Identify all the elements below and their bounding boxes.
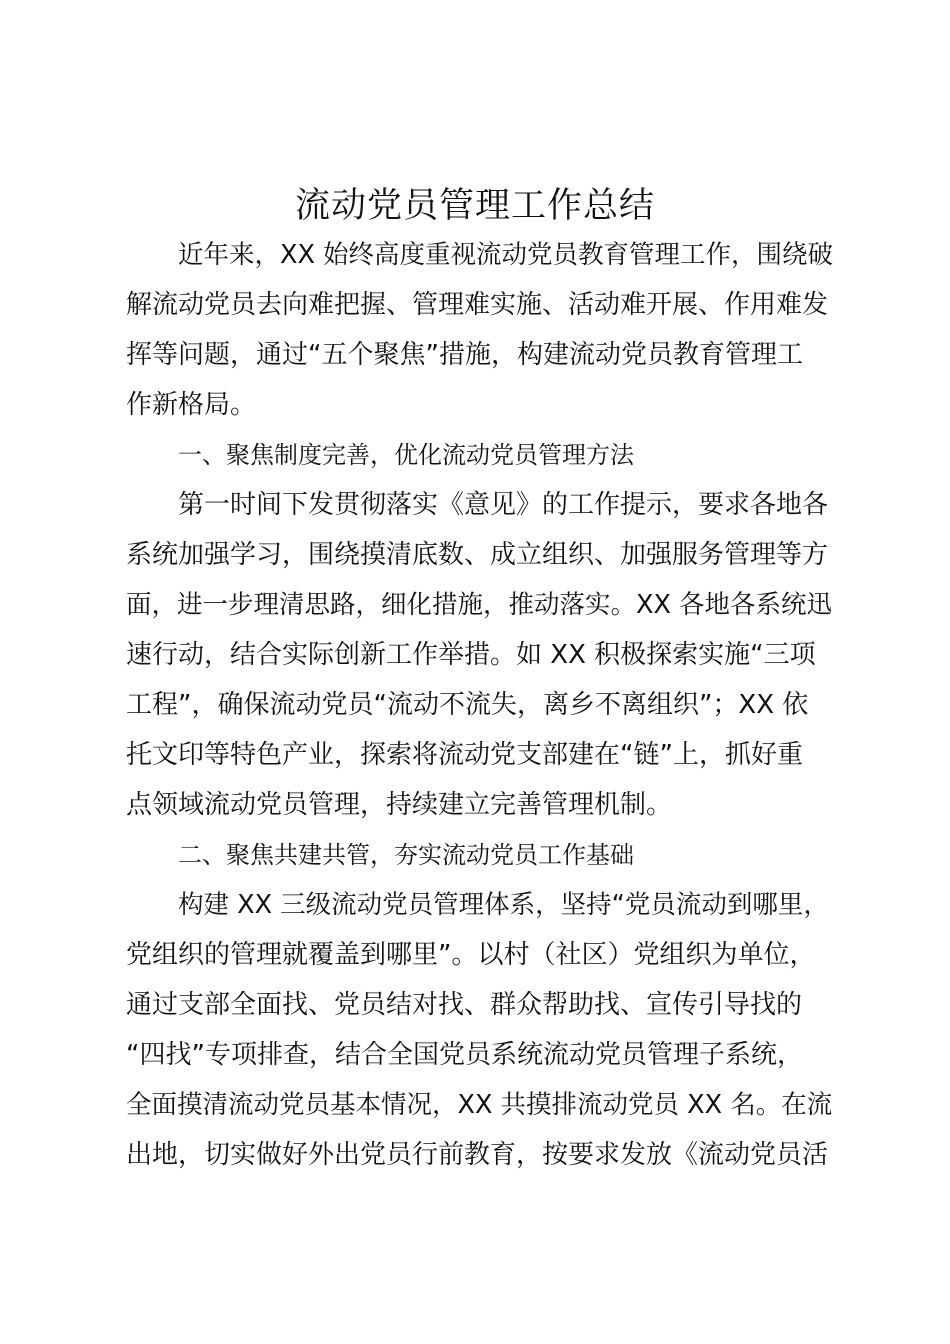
body-line: 工程”，确保流动党员“流动不流失，离乡不离组织”；XX 依	[126, 690, 809, 720]
body-line: 出地，切实做好外出党员行前教育，按要求发放《流动党员活	[126, 1140, 829, 1170]
body-line: 构建 XX 三级流动党员管理体系，坚持“党员流动到哪里，	[178, 890, 829, 920]
body-line: 通过支部全面找、党员结对找、群众帮助找、宣传引导找的	[126, 990, 803, 1020]
body-line: 系统加强学习，围绕摸清底数、成立组织、加强服务管理等方	[126, 540, 829, 570]
section-heading-1: 一、聚焦制度完善，优化流动党员管理方法	[178, 441, 634, 469]
body-line: 党组织的管理就覆盖到哪里”。以村（社区）党组织为单位，	[126, 940, 816, 970]
body-line: 点领域流动党员管理，持续建立完善管理机制。	[126, 790, 673, 820]
body-line: 解流动党员去向难把握、管理难实施、活动难开展、作用难发	[126, 290, 829, 320]
body-line: “四找”专项排查，结合全国党员系统流动党员管理子系统，	[126, 1040, 803, 1070]
body-line: 面，进一步理清思路，细化措施，推动落实。XX 各地各系统迅	[126, 590, 833, 620]
body-line: 第一时间下发贯彻落实《意见》的工作提示，要求各地各	[178, 490, 829, 520]
section-heading-2: 二、聚焦共建共管，夯实流动党员工作基础	[178, 841, 634, 869]
document-title: 流动党员管理工作总结	[294, 186, 655, 226]
body-line: 托文印等特色产业，探索将流动党支部建在“链”上，抓好重	[126, 740, 803, 770]
document-body	[126, 230, 838, 1180]
body-line: 挥等问题，通过“五个聚焦”措施，构建流动党员教育管理工	[126, 340, 803, 370]
body-line: 近年来，XX 始终高度重视流动党员教育管理工作，围绕破	[178, 240, 834, 270]
body-line: 作新格局。	[126, 390, 257, 420]
body-line: 全面摸清流动党员基本情况，XX 共摸排流动党员 XX 名。在流	[126, 1090, 833, 1120]
body-line: 速行动，结合实际创新工作举措。如 XX 积极探索实施“三项	[126, 640, 816, 670]
